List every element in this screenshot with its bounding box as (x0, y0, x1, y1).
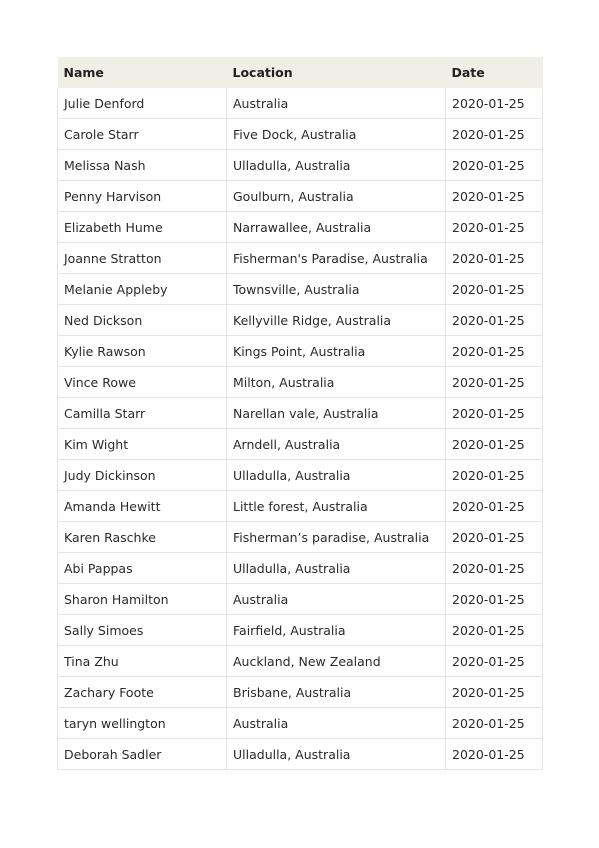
cell-date: 2020-01-25 (446, 553, 543, 584)
cell-date: 2020-01-25 (446, 181, 543, 212)
table-row (58, 677, 543, 708)
table-row (58, 615, 543, 646)
cell-location: Fisherman's Paradise, Australia (227, 243, 446, 274)
cell-date: 2020-01-25 (446, 677, 543, 708)
cell-date: 2020-01-25 (446, 460, 543, 491)
header-row (58, 57, 543, 88)
cell-location: Townsville, Australia (227, 274, 446, 305)
table-row (58, 398, 543, 429)
cell-name: Penny Harvison (58, 181, 227, 212)
column-header-name: Name (58, 57, 227, 88)
cell-location: Little forest, Australia (227, 491, 446, 522)
cell-name: Tina Zhu (58, 646, 227, 677)
cell-name: Deborah Sadler (58, 739, 227, 770)
table-header (58, 57, 543, 88)
table-row (58, 274, 543, 305)
cell-name: Joanne Stratton (58, 243, 227, 274)
cell-location: Ulladulla, Australia (227, 739, 446, 770)
cell-date: 2020-01-25 (446, 429, 543, 460)
table-row (58, 739, 543, 770)
cell-date: 2020-01-25 (446, 305, 543, 336)
cell-name: Kim Wight (58, 429, 227, 460)
cell-location: Ulladulla, Australia (227, 460, 446, 491)
cell-date: 2020-01-25 (446, 398, 543, 429)
table-row (58, 119, 543, 150)
cell-name: Julie Denford (58, 88, 227, 119)
cell-date: 2020-01-25 (446, 522, 543, 553)
table-row (58, 553, 543, 584)
cell-date: 2020-01-25 (446, 367, 543, 398)
table-row (58, 212, 543, 243)
cell-name: Amanda Hewitt (58, 491, 227, 522)
cell-location: Auckland, New Zealand (227, 646, 446, 677)
cell-date: 2020-01-25 (446, 739, 543, 770)
cell-name: Melanie Appleby (58, 274, 227, 305)
cell-location: Australia (227, 88, 446, 119)
table-body (58, 88, 543, 770)
cell-name: Carole Starr (58, 119, 227, 150)
cell-location: Five Dock, Australia (227, 119, 446, 150)
column-header-date: Date (446, 57, 543, 88)
cell-location: Kellyville Ridge, Australia (227, 305, 446, 336)
cell-date: 2020-01-25 (446, 491, 543, 522)
cell-name: taryn wellington (58, 708, 227, 739)
cell-date: 2020-01-25 (446, 150, 543, 181)
cell-name: Vince Rowe (58, 367, 227, 398)
cell-location: Fairfield, Australia (227, 615, 446, 646)
table-row (58, 305, 543, 336)
cell-name: Melissa Nash (58, 150, 227, 181)
table-row (58, 646, 543, 677)
cell-location: Australia (227, 584, 446, 615)
table-row (58, 150, 543, 181)
cell-name: Camilla Starr (58, 398, 227, 429)
table-row (58, 88, 543, 119)
cell-date: 2020-01-25 (446, 336, 543, 367)
cell-location: Ulladulla, Australia (227, 553, 446, 584)
cell-name: Karen Raschke (58, 522, 227, 553)
signatures-table (57, 57, 543, 770)
table-row (58, 460, 543, 491)
cell-location: Fisherman’s paradise, Australia (227, 522, 446, 553)
cell-date: 2020-01-25 (446, 615, 543, 646)
cell-location: Narellan vale, Australia (227, 398, 446, 429)
cell-date: 2020-01-25 (446, 274, 543, 305)
cell-name: Judy Dickinson (58, 460, 227, 491)
cell-location: Ulladulla, Australia (227, 150, 446, 181)
cell-location: Australia (227, 708, 446, 739)
cell-location: Brisbane, Australia (227, 677, 446, 708)
cell-date: 2020-01-25 (446, 708, 543, 739)
table-row (58, 522, 543, 553)
cell-date: 2020-01-25 (446, 88, 543, 119)
cell-date: 2020-01-25 (446, 243, 543, 274)
cell-name: Abi Pappas (58, 553, 227, 584)
table-row (58, 181, 543, 212)
cell-name: Sally Simoes (58, 615, 227, 646)
table-row (58, 336, 543, 367)
table-row (58, 584, 543, 615)
cell-name: Kylie Rawson (58, 336, 227, 367)
cell-location: Milton, Australia (227, 367, 446, 398)
cell-date: 2020-01-25 (446, 584, 543, 615)
cell-date: 2020-01-25 (446, 646, 543, 677)
cell-location: Arndell, Australia (227, 429, 446, 460)
cell-name: Ned Dickson (58, 305, 227, 336)
cell-name: Sharon Hamilton (58, 584, 227, 615)
table-row (58, 491, 543, 522)
cell-location: Goulburn, Australia (227, 181, 446, 212)
table-row (58, 243, 543, 274)
table-row (58, 367, 543, 398)
cell-date: 2020-01-25 (446, 212, 543, 243)
cell-name: Zachary Foote (58, 677, 227, 708)
table-row (58, 429, 543, 460)
cell-location: Narrawallee, Australia (227, 212, 446, 243)
cell-date: 2020-01-25 (446, 119, 543, 150)
table-row (58, 708, 543, 739)
column-header-location: Location (227, 57, 446, 88)
cell-name: Elizabeth Hume (58, 212, 227, 243)
cell-location: Kings Point, Australia (227, 336, 446, 367)
document-page (57, 57, 542, 770)
